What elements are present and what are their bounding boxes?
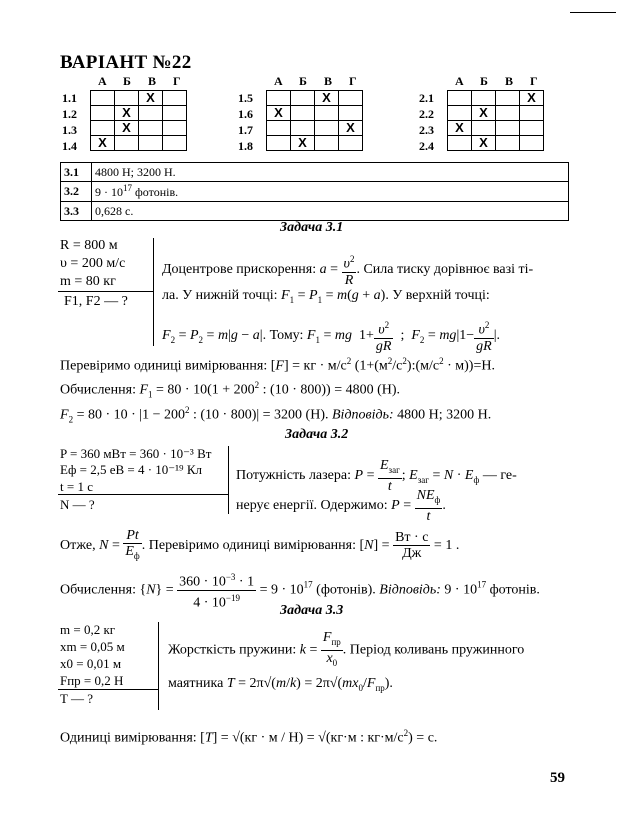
task2-answer-label: Відповідь: bbox=[379, 582, 441, 598]
task3-given-divider bbox=[158, 622, 159, 710]
answer-cell: Х bbox=[115, 121, 139, 136]
task2-line3: Отже, N = $\frac{Pt}{E_ф}$ . Перевіримо одиниці вимірювання: [N] = $\frac{Вт \cdot с}{Дж}$ = 1 . bbox=[60, 528, 460, 562]
task3-line1: Жорсткість пружини: k = $\frac{F_{пр}}{x_0}$ . Період коливань пружинного bbox=[168, 630, 525, 668]
answer-row-label: 1.7 bbox=[238, 123, 253, 137]
task3-given-2: xm = 0,05 м bbox=[60, 639, 125, 654]
section3-row bbox=[61, 163, 569, 182]
task1-line2a: ла. У нижній точці: bbox=[162, 288, 278, 303]
answer-cell bbox=[291, 121, 315, 136]
answer-cell bbox=[163, 91, 187, 106]
task1-answer: 4800 Н; 3200 Н. bbox=[397, 407, 492, 423]
section3-row bbox=[61, 182, 569, 202]
answer-cell bbox=[448, 136, 472, 151]
section3-value bbox=[92, 182, 569, 202]
answer-cell: Х bbox=[472, 106, 496, 121]
task2-line2a: нерує енергії. Одержимо: bbox=[236, 498, 388, 514]
task3-given-5: T — ? bbox=[60, 691, 93, 706]
section3-value-base: 9 · 10 bbox=[95, 185, 123, 199]
answer-col-letter: В bbox=[505, 74, 514, 88]
answer-cell bbox=[448, 106, 472, 121]
answer-row bbox=[91, 91, 187, 106]
task3-units-label: Одиниці вимірювання: bbox=[60, 730, 197, 746]
task2-given-2: Eф = 2,5 еВ = 4 · 10⁻¹⁹ Кл bbox=[60, 462, 202, 477]
answer-cell bbox=[315, 106, 339, 121]
answer-row bbox=[448, 91, 544, 106]
answer-row bbox=[448, 121, 544, 136]
answer-cell bbox=[520, 121, 544, 136]
answer-cell bbox=[339, 136, 363, 151]
answer-cell bbox=[315, 136, 339, 151]
answer-cell bbox=[139, 121, 163, 136]
task1-calc2: $F_2 = 80 \cdot 10 \cdot |1 - 200^2$ : (10 · 800)| = 3200 (Н). Відповідь: 4800 Н; 3200 Н. bbox=[60, 405, 492, 425]
section3-num: 3.1 bbox=[61, 163, 92, 182]
answer-row bbox=[91, 136, 187, 151]
answer-row bbox=[91, 106, 187, 121]
task2-title: Задача 3.2 bbox=[285, 427, 349, 442]
answer-row-label: 1.8 bbox=[238, 139, 253, 153]
answer-cell: Х bbox=[448, 121, 472, 136]
answer-cell: Х bbox=[315, 91, 339, 106]
task3-line2a: маятника bbox=[168, 676, 224, 691]
answer-cell bbox=[139, 136, 163, 151]
answer-cell bbox=[91, 91, 115, 106]
top-rule bbox=[570, 12, 616, 13]
section3-value-tail: фотонів. bbox=[132, 185, 179, 199]
answer-cell bbox=[315, 121, 339, 136]
answer-grid-group bbox=[447, 90, 544, 151]
answer-cell bbox=[520, 106, 544, 121]
task1-line1: Доцентрове прискорення: a = $\frac{\upsilon^2}{R}$ . Сила тиску дорівнює вазі ті- bbox=[162, 254, 534, 288]
answer-row-label: 1.2 bbox=[62, 107, 77, 121]
answer-col-letter: Б bbox=[480, 74, 488, 88]
answer-cell bbox=[163, 121, 187, 136]
task3-units: Одиниці вимірювання: [T] = √(кг · м / Н) = √(кг·м : $кг\cdot м/с^2) = с$. bbox=[60, 728, 438, 746]
answer-cell: Х bbox=[91, 136, 115, 151]
task1-check-label: Перевіримо одиниці вимірювання: bbox=[60, 358, 268, 374]
answer-row bbox=[91, 121, 187, 136]
task1-line1b: . Сила тиску дорівнює вазі ті- bbox=[356, 262, 534, 278]
task2-calc-result: (фотонів). bbox=[316, 582, 376, 598]
section3-value-exp: 17 bbox=[123, 183, 132, 193]
answer-row-label: 2.2 bbox=[419, 107, 434, 121]
section3-row bbox=[61, 202, 569, 221]
answer-cell bbox=[163, 106, 187, 121]
section3-num: 3.2 bbox=[61, 182, 92, 202]
task2-given-3: t = 1 с bbox=[60, 479, 93, 494]
answer-cell bbox=[496, 91, 520, 106]
task2-given-4: N — ? bbox=[60, 497, 95, 512]
answer-row bbox=[267, 136, 363, 151]
answer-cell: Х bbox=[115, 106, 139, 121]
answer-cell bbox=[115, 136, 139, 151]
section3-table bbox=[60, 162, 569, 221]
answer-cell: Х bbox=[139, 91, 163, 106]
answer-grid-group bbox=[266, 90, 363, 151]
answer-row bbox=[267, 106, 363, 121]
task1-given-divider bbox=[153, 238, 154, 346]
task3-given-4: Fпр = 0,2 Н bbox=[60, 673, 124, 688]
task2-line3b: . Перевіримо одиниці вимірювання: bbox=[141, 538, 356, 554]
task1-line2: ла. У нижній точці: $F_1 = P_1 = m(g + a)$. У верхній точці: bbox=[162, 288, 490, 305]
task2-line3a: Отже, bbox=[60, 538, 96, 554]
task2-given-divider bbox=[228, 446, 229, 514]
answer-cell bbox=[267, 91, 291, 106]
answer-row-label: 1.6 bbox=[238, 107, 253, 121]
answer-cell bbox=[91, 106, 115, 121]
task2-answer: фотонів. bbox=[489, 582, 540, 598]
task1-calc1: Обчислення: $F_1 = 80 \cdot 10(1 + 200^2$ : (10 · 800)) = 4800 (Н). bbox=[60, 380, 401, 400]
task3-given-3: x0 = 0,01 м bbox=[60, 656, 122, 671]
task2-calc: Обчислення: {N} = $\frac{360 \cdot 10^{-3} \cdot 1}{4 \cdot 10^{-19}}$ = $9 \cdot 10^{17}$ (фотонів). Відповідь: $9 \cdot 10^{17}$ фотонів. bbox=[60, 572, 540, 611]
answer-col-letter: Б bbox=[123, 74, 131, 88]
task1-given-1: R = 800 м bbox=[60, 238, 118, 253]
task1-given-4: F1, F2 — ? bbox=[64, 294, 128, 309]
answer-row bbox=[448, 136, 544, 151]
task2-given-rule bbox=[58, 494, 228, 495]
answer-cell: Х bbox=[472, 136, 496, 151]
section3-num: 3.3 bbox=[61, 202, 92, 221]
answer-cell bbox=[291, 106, 315, 121]
answer-cell bbox=[472, 121, 496, 136]
answer-cell bbox=[496, 136, 520, 151]
answer-cell bbox=[291, 91, 315, 106]
task1-given-3: m = 80 кг bbox=[60, 274, 116, 289]
answer-cell bbox=[339, 91, 363, 106]
task1-line2b: . У верхній точці: bbox=[385, 288, 490, 303]
task3-given-1: m = 0,2 кг bbox=[60, 622, 116, 637]
answer-row bbox=[448, 106, 544, 121]
answer-col-letter: А bbox=[274, 74, 283, 88]
answer-row-label: 2.4 bbox=[419, 139, 434, 153]
page-number: 59 bbox=[550, 770, 565, 786]
answer-row-label: 1.4 bbox=[62, 139, 77, 153]
answer-row-label: 2.1 bbox=[419, 91, 434, 105]
task3-line2: маятника $T = 2\pi√(m/k) = 2\pi√(mx_0/F_{пр})$. bbox=[168, 676, 393, 693]
task1-line1a: Доцентрове прискорення: bbox=[162, 262, 317, 278]
answer-col-letter: Г bbox=[349, 74, 357, 88]
task1-line3a: Тому: bbox=[269, 328, 304, 344]
answer-col-letter: Г bbox=[530, 74, 538, 88]
task1-check: Перевіримо одиниці вимірювання: [F] = кг · $м/с^2$ $(1+(м^2/с^2):(м/с^2 \cdot м))=Н$. bbox=[60, 356, 495, 374]
task1-title: Задача 3.1 bbox=[280, 220, 344, 235]
task1-line3: $F_2 = P_2 = m|g - a|$. Тому: $F_1$ = mg 1+ $\frac{\upsilon^2}{gR}$ ; $F_2 = mg|1-$ $\frac{\upsilon^2}{gR}$ |. bbox=[162, 320, 501, 354]
task1-calc-label: Обчислення: bbox=[60, 382, 136, 398]
answer-row-label: 2.3 bbox=[419, 123, 434, 137]
answer-row-label: 1.3 bbox=[62, 123, 77, 137]
answer-cell bbox=[339, 106, 363, 121]
answer-cell: Х bbox=[291, 136, 315, 151]
task2-calc-label: Обчислення: bbox=[60, 582, 136, 598]
answer-cell bbox=[267, 136, 291, 151]
answer-row bbox=[267, 91, 363, 106]
answer-cell: Х bbox=[520, 91, 544, 106]
answer-cell bbox=[496, 106, 520, 121]
answer-col-letter: Б bbox=[299, 74, 307, 88]
answer-cell bbox=[139, 106, 163, 121]
answer-col-letter: В bbox=[324, 74, 333, 88]
answer-row bbox=[267, 121, 363, 136]
task3-given-rule bbox=[58, 689, 158, 690]
answer-cell bbox=[496, 121, 520, 136]
section3-value: 4800 Н; 3200 Н. bbox=[92, 163, 569, 182]
task1-answer-label: Відповідь: bbox=[332, 407, 394, 423]
task2-given-1: P = 360 мВт = 360 · 10⁻³ Вт bbox=[60, 446, 212, 461]
answer-col-letter: Г bbox=[173, 74, 181, 88]
task3-line1b: . Період коливань пружинного bbox=[342, 642, 525, 658]
answer-cell bbox=[448, 91, 472, 106]
task1-given-rule bbox=[58, 291, 153, 292]
answer-row-label: 1.1 bbox=[62, 91, 77, 105]
answer-col-letter: А bbox=[98, 74, 107, 88]
page-title: ВАРІАНТ №22 bbox=[60, 52, 192, 73]
task2-line1b: — ге- bbox=[482, 468, 517, 484]
task2-line1: Потужність лазера: P = $\frac{E_{заг}}{t}$ ; $E_{заг} = N \cdot E_ф$ — ге- bbox=[236, 458, 517, 494]
answer-cell bbox=[520, 136, 544, 151]
answer-cell bbox=[115, 91, 139, 106]
answer-cell: Х bbox=[339, 121, 363, 136]
task1-given-2: υ = 200 м/с bbox=[60, 256, 126, 271]
answer-row-label: 1.5 bbox=[238, 91, 253, 105]
answer-cell: Х bbox=[267, 106, 291, 121]
answer-cell bbox=[267, 121, 291, 136]
section3-value: 0,628 с. bbox=[92, 202, 569, 221]
answer-grid-group bbox=[90, 90, 187, 151]
task2-line1a: Потужність лазера: bbox=[236, 468, 351, 484]
task3-line1a: Жорсткість пружини: bbox=[168, 642, 297, 658]
answer-col-letter: А bbox=[455, 74, 464, 88]
answer-cell bbox=[163, 136, 187, 151]
answer-cell bbox=[91, 121, 115, 136]
task2-line2: нерує енергії. Одержимо: P = $\frac{NE_ф}{t}$ . bbox=[236, 488, 446, 524]
answer-col-letter: В bbox=[148, 74, 157, 88]
answer-cell bbox=[472, 91, 496, 106]
task3-title: Задача 3.3 bbox=[280, 603, 344, 618]
